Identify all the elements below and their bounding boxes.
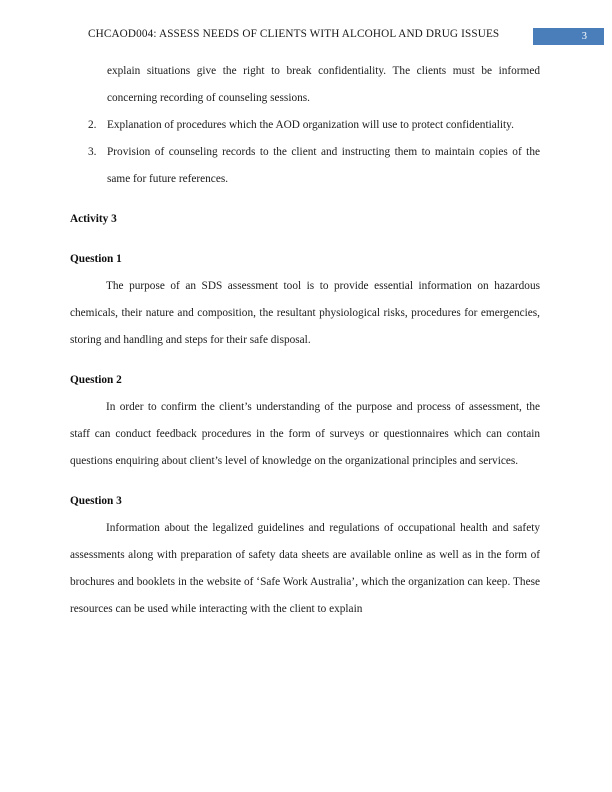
page-number: 3 — [581, 31, 587, 42]
question-2-answer: In order to confirm the client’s understanding of the purpose and process of assessment, the staff can conduct feedback procedures in the form of surveys or questionnaires which can contain questions enquiring about client’s level of knowledge on the organizational principles and services. — [70, 401, 540, 467]
list-item-marker: 3. — [88, 146, 97, 158]
question-2-heading: Question 2 — [70, 374, 122, 386]
page-number-box — [533, 28, 604, 45]
question-1-answer: The purpose of an SDS assessment tool is to provide essential information on hazardous chemicals, their nature and composition, the resultant physiological risks, procedures for emergencies, storing and handling and steps for their safe disposal. — [70, 280, 540, 346]
continuation-paragraph: explain situations give the right to break confidentiality. The clients must be informed concerning recording of counseling sessions. — [107, 65, 540, 104]
page-header — [0, 26, 612, 48]
question-1-heading: Question 1 — [70, 253, 122, 265]
list-item-text: Provision of counseling records to the client and instructing them to maintain copies of the same for future references. — [107, 146, 540, 185]
document-body — [70, 58, 540, 623]
question-3-answer: Information about the legalized guidelines and regulations of occupational health and safety assessments along with preparation of safety data sheets are available online as well as in the form of brochures and booklets in the website of ‘Safe Work Australia’, which the organization can keep. These resources can be used while interacting with the client to explain — [70, 522, 540, 615]
list-item-text: Explanation of procedures which the AOD organization will use to protect confidentiality. — [107, 119, 514, 131]
list-item — [70, 139, 540, 193]
list-item-marker: 2. — [88, 119, 97, 131]
list-item — [70, 112, 540, 139]
question-3-heading: Question 3 — [70, 495, 122, 507]
activity-heading: Activity 3 — [70, 213, 117, 225]
header-title: CHCAOD004: ASSESS NEEDS OF CLIENTS WITH ALCOHOL AND DRUG ISSUES — [88, 28, 500, 40]
